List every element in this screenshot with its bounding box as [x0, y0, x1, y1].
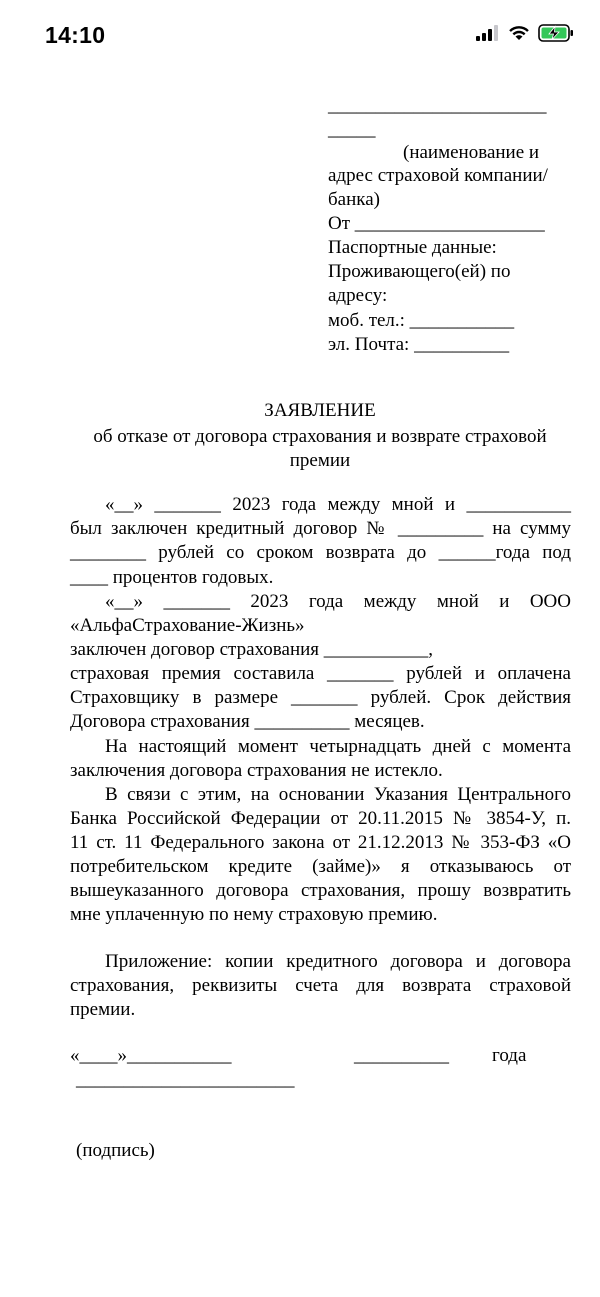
status-time: 14:10: [45, 22, 106, 48]
paragraph-4-l6: мне уплаченную по нему страховую премию.: [70, 904, 438, 925]
paragraph-2-l6: Договора страхования __________ месяцев.: [70, 711, 425, 732]
paragraph-4: В связи с этим, на основании Указания Центрального: [105, 784, 571, 805]
signature-line: _______________________: [76, 1069, 295, 1090]
paragraph-4-l5: вышеуказанного договора страхования, прошу возвратить: [70, 880, 571, 901]
recipient-hint3: банка): [328, 189, 380, 210]
paragraph-1-l2: был заключен кредитный договор № _________ на сумму: [70, 518, 571, 539]
date-year-field: __________: [354, 1045, 449, 1066]
signature-label: (подпись): [76, 1140, 155, 1161]
passport-line: Паспортные данные:: [328, 237, 497, 258]
paragraph-3: На настоящий момент четырнадцать дней с момента: [105, 736, 571, 757]
paragraph-2: «__» _______ 2023 года между мной и ООО: [105, 591, 571, 612]
attachment-paragraph: Приложение: копии кредитного договора и договора: [105, 951, 571, 972]
document-title: ЗАЯВЛЕНИЕ: [264, 400, 376, 421]
address-line: Проживающего(ей) по: [328, 261, 511, 282]
paragraph-2-l3: заключен договор страхования ___________,: [70, 639, 434, 660]
paragraph-4-l4: потребительском кредите (займе)» я отказываюсь от: [70, 856, 571, 877]
paragraph-2-l5: Страховщику в размере _______ рублей. Срок действия: [70, 687, 571, 708]
date-field: «____»___________: [70, 1045, 232, 1066]
paragraph-3-l2: заключения договора страхования не истекло.: [70, 760, 443, 781]
paragraph-1-l4: ____ процентов годовых.: [70, 567, 274, 588]
paragraph-1-l3: ________ рублей со сроком возврата до ______года под: [70, 542, 571, 563]
year-label: года: [492, 1045, 527, 1066]
phone-line: моб. тел.: ___________: [328, 310, 515, 331]
paragraph-2-l4: страховая премия составила _______ рублей и оплачена: [70, 663, 571, 684]
recipient-hint2: адрес страховой компании/: [328, 165, 548, 186]
email-line: эл. Почта: __________: [328, 334, 510, 355]
document-subtitle-2: премии: [289, 450, 351, 471]
recipient-hint: (наименование и: [403, 142, 540, 163]
paragraph-4-l3: 11 ст. 11 Федерального закона от 21.12.2013 № 353-ФЗ «О: [70, 832, 571, 853]
address-line2: адресу:: [328, 285, 388, 306]
paragraph-4-l2: Банка Российской Федерации от 20.11.2015 № 3854-У, п.: [70, 808, 571, 829]
paragraph-1: «__» _______ 2023 года между мной и ___________: [105, 494, 571, 515]
attachment-paragraph-l3: премии.: [70, 999, 136, 1020]
recipient-line2: _____: [328, 119, 376, 140]
attachment-paragraph-l2: страхования, реквизиты счета для возврата страховой: [70, 975, 571, 996]
paragraph-2-l2: «АльфаСтрахование-Жизнь»: [70, 615, 305, 636]
recipient-line: _______________________: [328, 95, 547, 116]
from-line: От ____________________: [328, 213, 545, 234]
document-subtitle: об отказе от договора страхования и возврате страховой: [93, 426, 547, 447]
